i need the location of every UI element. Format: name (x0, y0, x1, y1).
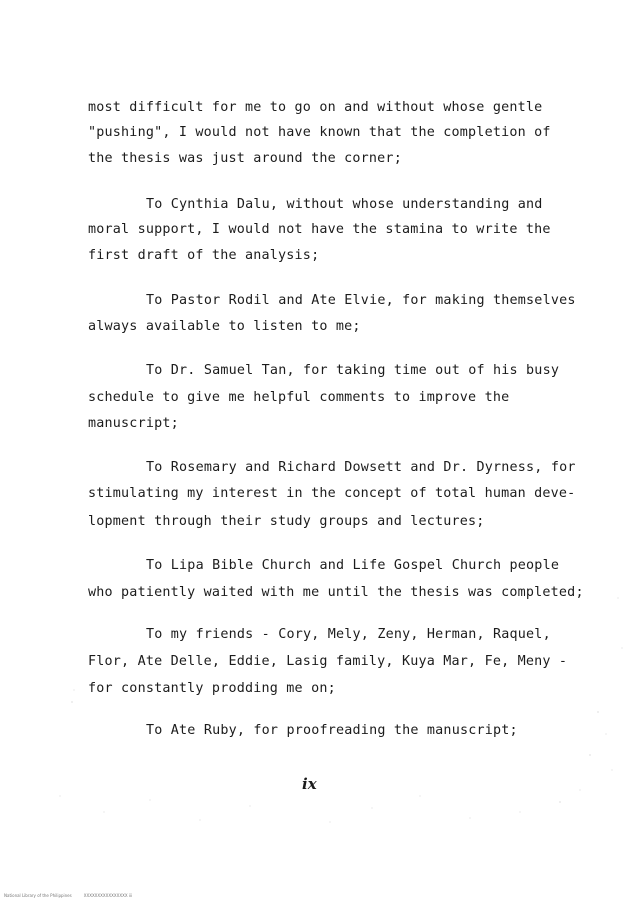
text-line: Flor, Ate Delle, Eddie, Lasig family, Kuya Mar, Fe, Meny - (88, 654, 568, 669)
text-line: first draft of the analysis; (88, 248, 320, 263)
text-line: most difficult for me to go on and without whose gentle (88, 100, 543, 115)
footer-library: National Library of the Philippines (4, 893, 72, 898)
text-line: the thesis was just around the corner; (88, 151, 402, 166)
text-line: To Pastor Rodil and Ate Elvie, for making themselves (146, 293, 576, 308)
text-line: for constantly prodding me on; (88, 681, 336, 696)
text-line: "pushing", I would not have known that the completion of (88, 125, 551, 140)
text-line: To Dr. Samuel Tan, for taking time out of his busy (146, 363, 560, 378)
text-line: To Lipa Bible Church and Life Gospel Church people (146, 558, 560, 573)
text-line: lopment through their study groups and lectures; (88, 514, 485, 529)
page-number: ix (302, 775, 317, 793)
text-line: To Cynthia Dalu, without whose understanding and (146, 197, 543, 212)
text-line: To Rosemary and Richard Dowsett and Dr. Dyrness, for (146, 460, 576, 475)
text-line: stimulating my interest in the concept of total human deve- (88, 486, 576, 501)
text-line: manuscript; (88, 416, 179, 431)
text-line: always available to listen to me; (88, 319, 361, 334)
text-line: who patiently waited with me until the thesis was completed; (88, 585, 584, 600)
text-line: To Ate Ruby, for proofreading the manuscript; (146, 723, 518, 738)
text-line: moral support, I would not have the stamina to write the (88, 222, 551, 237)
footer-id: XXXXXXXXXXXXXXXX iii (83, 893, 133, 898)
text-line: schedule to give me helpful comments to improve the (88, 390, 510, 405)
text-line: To my friends - Cory, Mely, Zeny, Herman, Raquel, (146, 627, 551, 642)
footer-stamp (4, 893, 132, 898)
